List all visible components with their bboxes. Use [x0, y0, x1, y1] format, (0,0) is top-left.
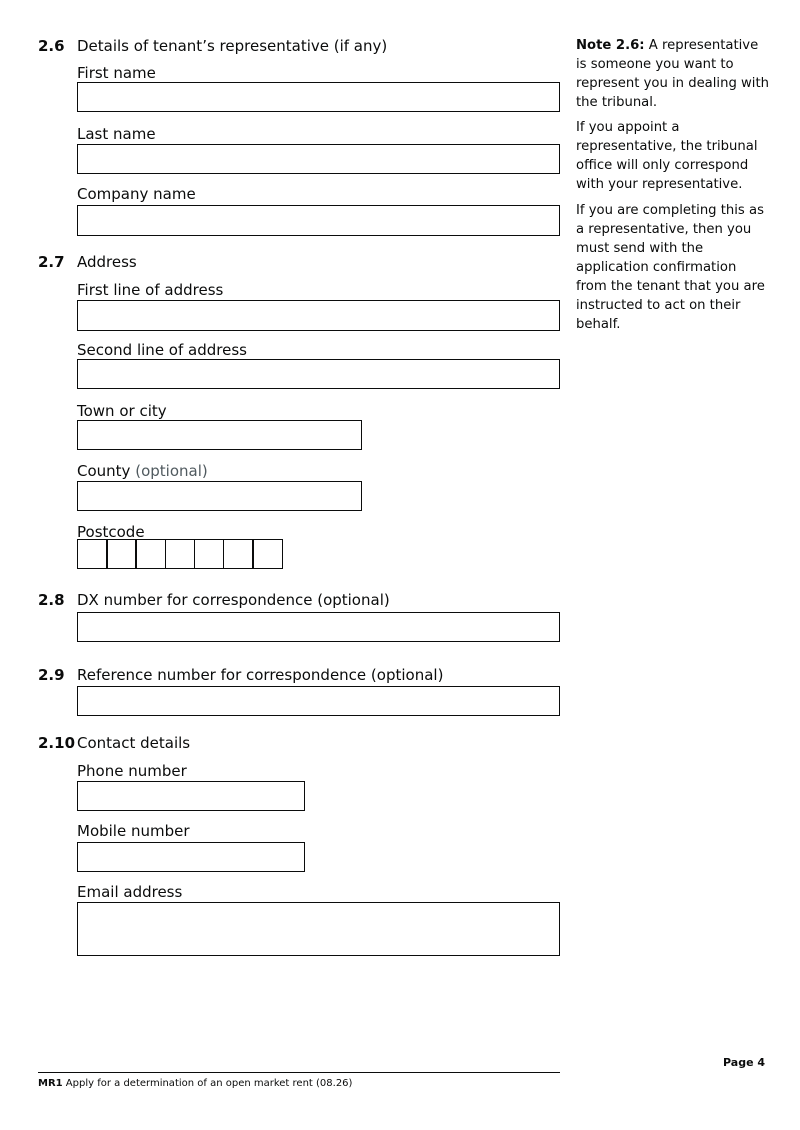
town-field[interactable]	[77, 420, 362, 450]
county-label	[77, 462, 208, 480]
first-name-field[interactable]	[77, 82, 560, 112]
postcode-boxes	[77, 539, 283, 569]
company-name-field[interactable]	[77, 205, 560, 236]
postcode-cell-5[interactable]	[194, 539, 225, 569]
postcode-cell-2[interactable]	[106, 539, 137, 569]
form-code: MR1	[38, 1078, 63, 1089]
note-heading: Note 2.6:	[576, 38, 645, 53]
address-line2-label: Second line of address	[77, 341, 247, 359]
postcode-cell-3[interactable]	[135, 539, 166, 569]
page-number: Page 4	[723, 1056, 766, 1069]
note-paragraph-2: If you appoint a representative, the tribunal office will only correspond with your representative.	[576, 120, 758, 192]
postcode-cell-6[interactable]	[223, 539, 254, 569]
address-line1-field[interactable]	[77, 300, 560, 331]
section-number: 2.6	[38, 37, 65, 55]
note-paragraph-3: If you are completing this as a representative, then you must send with the application confirmation from the tenant that you are instructed to act on their behalf.	[576, 203, 765, 332]
section-title: Contact details	[77, 734, 191, 752]
postcode-cell-7[interactable]	[252, 539, 283, 569]
address-line2-field[interactable]	[77, 359, 560, 389]
postcode-label: Postcode	[77, 523, 145, 541]
note-paragraph-1: A representative is someone you want to represent you in dealing with the tribunal.	[576, 38, 769, 110]
reference-number-field[interactable]	[77, 686, 560, 716]
address-line1-label: First line of address	[77, 281, 224, 299]
section-title: Details of tenant’s representative (if any)	[77, 37, 388, 55]
note-2-6	[576, 36, 771, 112]
section-number: 2.7	[38, 253, 65, 271]
county-label-text: County	[77, 462, 131, 480]
mobile-field[interactable]	[77, 842, 305, 872]
postcode-cell-4[interactable]	[165, 539, 196, 569]
section-number: 2.8	[38, 591, 65, 609]
footer	[38, 1078, 352, 1089]
last-name-label: Last name	[77, 125, 156, 143]
section-number: 2.10	[38, 734, 76, 752]
optional-hint: (optional)	[135, 462, 208, 480]
section-title: Address	[77, 253, 137, 271]
phone-field[interactable]	[77, 781, 305, 811]
section-title: DX number for correspondence (optional)	[77, 591, 390, 609]
email-field[interactable]	[77, 902, 560, 956]
dx-number-field[interactable]	[77, 612, 560, 642]
first-name-label: First name	[77, 64, 156, 82]
last-name-field[interactable]	[77, 144, 560, 174]
postcode-cell-1[interactable]	[77, 539, 108, 569]
mobile-label: Mobile number	[77, 822, 190, 840]
form-title: Apply for a determination of an open market rent (08.26)	[65, 1078, 353, 1089]
phone-label: Phone number	[77, 762, 187, 780]
county-field[interactable]	[77, 481, 362, 511]
section-title: Reference number for correspondence (optional)	[77, 666, 444, 684]
email-label: Email address	[77, 883, 183, 901]
footer-divider	[38, 1072, 560, 1073]
company-name-label: Company name	[77, 185, 196, 203]
section-number: 2.9	[38, 666, 65, 684]
town-label: Town or city	[77, 402, 167, 420]
